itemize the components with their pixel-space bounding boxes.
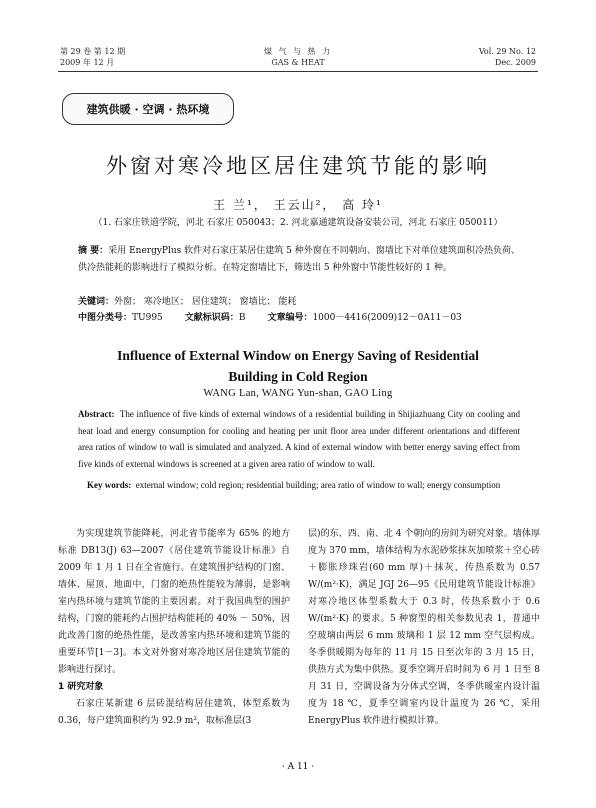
- affiliation-cn: （1. 石家庄铁道学院，河北 石家庄 050043；2. 河北嘉通建筑设备安装公司，河北 石家庄 050011）: [93, 218, 503, 228]
- body-column-right: [308, 526, 540, 730]
- article-title-en: [0, 345, 596, 387]
- article-no-value: 1000－4416(2009)12－0A11－03: [312, 313, 462, 323]
- abstract-en: [78, 406, 520, 472]
- body-column-left: [58, 526, 290, 730]
- abstract-en-label: Abstract:: [78, 409, 115, 419]
- clc-value: TU995: [132, 313, 163, 323]
- title-en-line1: Influence of External Window on Energy Saving of Residential: [117, 348, 479, 363]
- authors-en: WANG Lan, WANG Yun-shan, GAO Ling: [203, 388, 393, 399]
- research-object-continued: 层)的东、西、南、北 4 个朝向的房间为研究对象。墙体厚度为 370 mm，墙体结构为水泥砂浆抹灰加喷浆＋空心砖＋膨胀珍珠岩(60 mm 厚)＋抹灰，传热系数为 0.57 W/(m²·K)，满足 JGJ 26—95《民用建筑节能设计标准》对寒冷地区体型系数大于 0.3 时，传热系数小于 0.6 W/(m²·K) 的要求。5 种窗型的相关参数见表 1，普通中空玻璃由两层 6 mm 玻璃和 1 层 12 mm 空气层构成。冬季供暖期为每年的 11 月 15 日至次年的 3 月 15 日，供热方式为集中供热。夏季空调开启时间为 6 月 1 日至 8 月 31 日，空调设备为分体式空调，冬季供暖室内设计温度为 18 ℃，夏季空调室内设计温度为 26 ℃，采用 EnergyPlus 软件进行模拟计算。: [308, 529, 540, 726]
- keywords-cn-label: 关键词：: [78, 297, 115, 307]
- doc-code-label: 文献标识码：: [184, 313, 239, 323]
- page-number: · A 11 ·: [281, 762, 315, 772]
- abstract-cn-label: 摘 要：: [78, 246, 109, 256]
- journal-name-cn: 煤 气 与 热 力: [263, 47, 333, 56]
- abstract-en-text: The influence of five kinds of external windows of a residential building in Shijiazhuang City on cooling and heat load and energy consumption for cooling and heating per unit floor area under different orientations and different area ratios of window to wall is simulated and analyzed. A kind of external window with better energy saving effect from five kinds of external windows is screened at a given area ratio of window to wall.: [78, 409, 520, 469]
- abstract-cn: [78, 243, 520, 277]
- title-en-line2: Building in Cold Region: [228, 369, 368, 384]
- authors-cn: 王 兰¹， 王云山²， 高 玲¹: [213, 198, 383, 212]
- journal-name-en: GAS & HEAT: [271, 58, 325, 67]
- header-divider: [58, 71, 538, 72]
- keywords-en-text: external window; cold region; residential building; area ratio of window to wall; energy consumption: [135, 480, 501, 490]
- clc-label: 中图分类号：: [78, 313, 133, 323]
- journal-volume-issue-en: [479, 46, 536, 68]
- keywords-cn-text: 外窗； 寒冷地区； 居住建筑； 窗墙比； 能耗: [114, 297, 297, 307]
- section-heading-1: 1 研究对象: [58, 682, 104, 692]
- keywords-en-label: Key words:: [87, 480, 132, 490]
- date-en: Dec. 2009: [494, 58, 536, 67]
- research-object-paragraph: 石家庄某新建 6 层砖混结构居住建筑，体型系数为 0.36，每户建筑面积约为 92.9 m²，取标准层(3: [58, 699, 290, 726]
- intro-paragraph: 为实现建筑节能降耗，河北省节能率为 65% 的地方标准 DB13(J) 63—2007《居住建筑节能设计标准》自 2009 年 1 月 1 日在全省施行。在建筑围护结构的门窗、墙体、屋顶、地面中，门窗的绝热性能较为薄弱，是影响室内热环境与建筑节能的主要因素。对于我国典型的围护结构，门窗的能耗约占围护结构能耗的 40% － 50%，因此改善门窗的绝热性能，是改善室内热环境和建筑节能的重要环节[1－3]。本文对外窗对寒冷地区居住建筑节能的影响进行探讨。: [58, 529, 290, 675]
- keywords-en: [78, 477, 520, 494]
- article-title-cn: 外窗对寒冷地区居住建筑节能的影响: [106, 154, 490, 178]
- section-tag: 建筑供暖 · 空调 · 热环境: [62, 93, 234, 125]
- date-cn: 2009 年 12 月: [60, 58, 115, 67]
- article-no-label: 文章编号：: [267, 313, 313, 323]
- keywords-cn: [78, 295, 520, 309]
- volume-issue-en: Vol. 29 No. 12: [478, 47, 536, 56]
- volume-issue-cn: 第 29 卷 第 12 期: [60, 47, 126, 56]
- classification-row: [78, 311, 520, 325]
- doc-code-value: B: [238, 313, 246, 323]
- abstract-cn-text: 采用 EnergyPlus 软件对石家庄某居住建筑 5 种外窗在不同朝向、窗墙比下对单位建筑面积冷热负荷、供冷热能耗的影响进行了模拟分析。在特定窗墙比下，筛选出 5 种外窗中节能性较好的 1 种。: [78, 246, 520, 273]
